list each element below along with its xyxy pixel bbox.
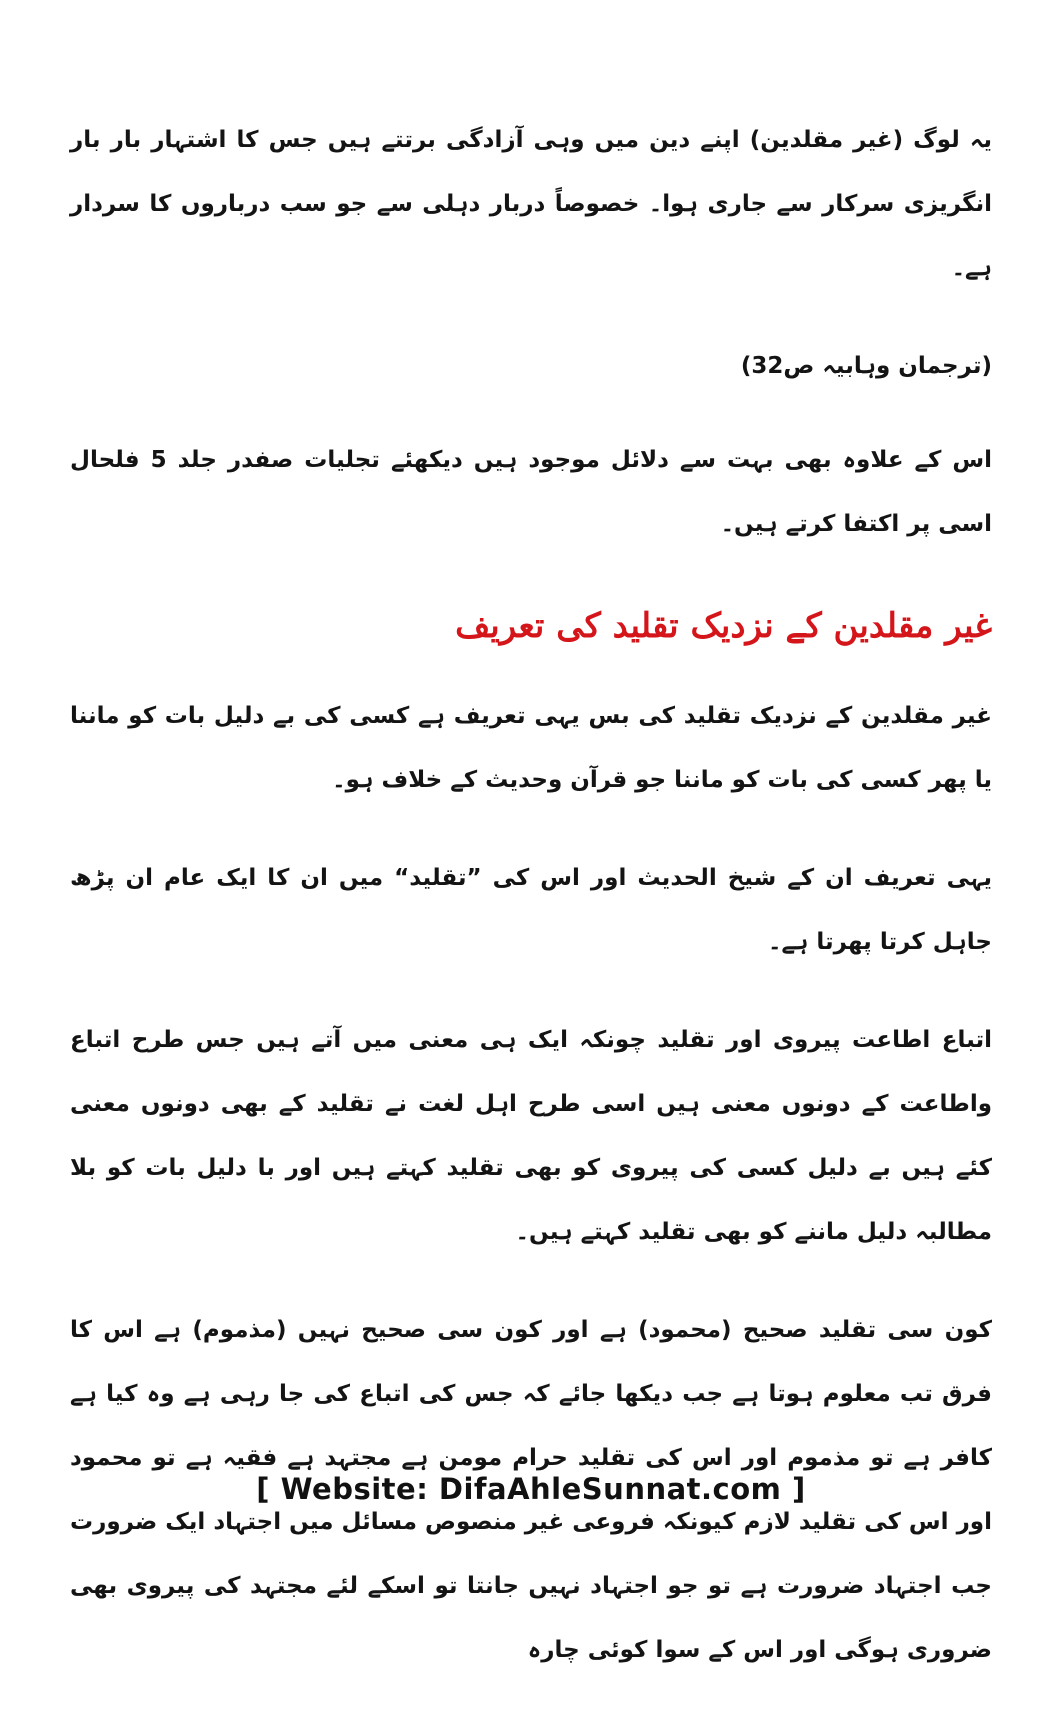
paragraph-praised-blamed-taqleed: کون سی تقلید صحیح (محمود) ہے اور کون سی صحیح نہیں (مذموم) ہے اس کا فرق تب معلوم ہوتا ہے جب دیکھا جائے کہ جس کی اتباع کی جا رہی ہے وہ کیا ہے کافر ہے تو مذموم اور اس کی تقلید حرام مومن ہے مجتہد ہے فقیہ ہے تو محمود اور اس کی تقلید لازم کیونکہ فروعی غیر منصوص مسائل میں اجتہاد ایک ضرورت جب اجتہاد ضرورت ہے تو جو اجتہاد نہیں جانتا تو اسکے لئے مجتہد کی پیروی بھی ضروری ہوگی اور اس کے سوا کوئی چارہ bbox=[70, 1317, 992, 1663]
citation-tarjuman-wahabiya: (ترجمان وہابیہ ص32) bbox=[740, 353, 992, 379]
paragraph-freedom-in-religion: یہ لوگ (غیر مقلدین) اپنے دین میں وہی آزادگی برتتے ہیں جس کا اشتہار بار بار انگریزی سرکار سے جاری ہوا۔ خصوصاً دربار دہلی سے جو سب درباروں کا سردار ہے۔ bbox=[70, 127, 992, 281]
paragraph-ittiba-meaning: اتباع اطاعت پیروی اور تقلید چونکہ ایک ہی معنی میں آتے ہیں جس طرح اتباع واطاعت کے دونوں معنی ہیں اسی طرح اہل لغت نے تقلید کے بھی دونوں معنی کئے ہیں بے دلیل کسی کی پیروی کو بھی تقلید کہتے ہیں اور با دلیل بات کو بلا مطالبہ دلیل ماننے کو بھی تقلید کہتے ہیں۔ bbox=[70, 1027, 992, 1245]
paragraph-same-definition: یہی تعریف ان کے شیخ الحدیث اور اس کی ”تقلید“ میں ان کا ایک عام ان پڑھ جاہل کرتا پھرتا ہے۔ bbox=[70, 865, 992, 955]
paragraph-definition: غیر مقلدین کے نزدیک تقلید کی بس یہی تعریف ہے کسی کی بے دلیل بات کو ماننا یا پھر کسی کی بات کو ماننا جو قرآن وحدیث کے خلاف ہو۔ bbox=[70, 703, 992, 793]
section-heading: غیر مقلدین کے نزدیک تقلید کی تعریف bbox=[455, 606, 992, 646]
paragraph-other-evidence: اس کے علاوہ بھی بہت سے دلائل موجود ہیں دیکھئے تجلیات صفدر جلد 5 فلحال اسی پر اکتفا کرتے ہیں۔ bbox=[70, 447, 993, 537]
website-footer: [ Website: DifaAhleSunnat.com ] bbox=[256, 1472, 806, 1506]
